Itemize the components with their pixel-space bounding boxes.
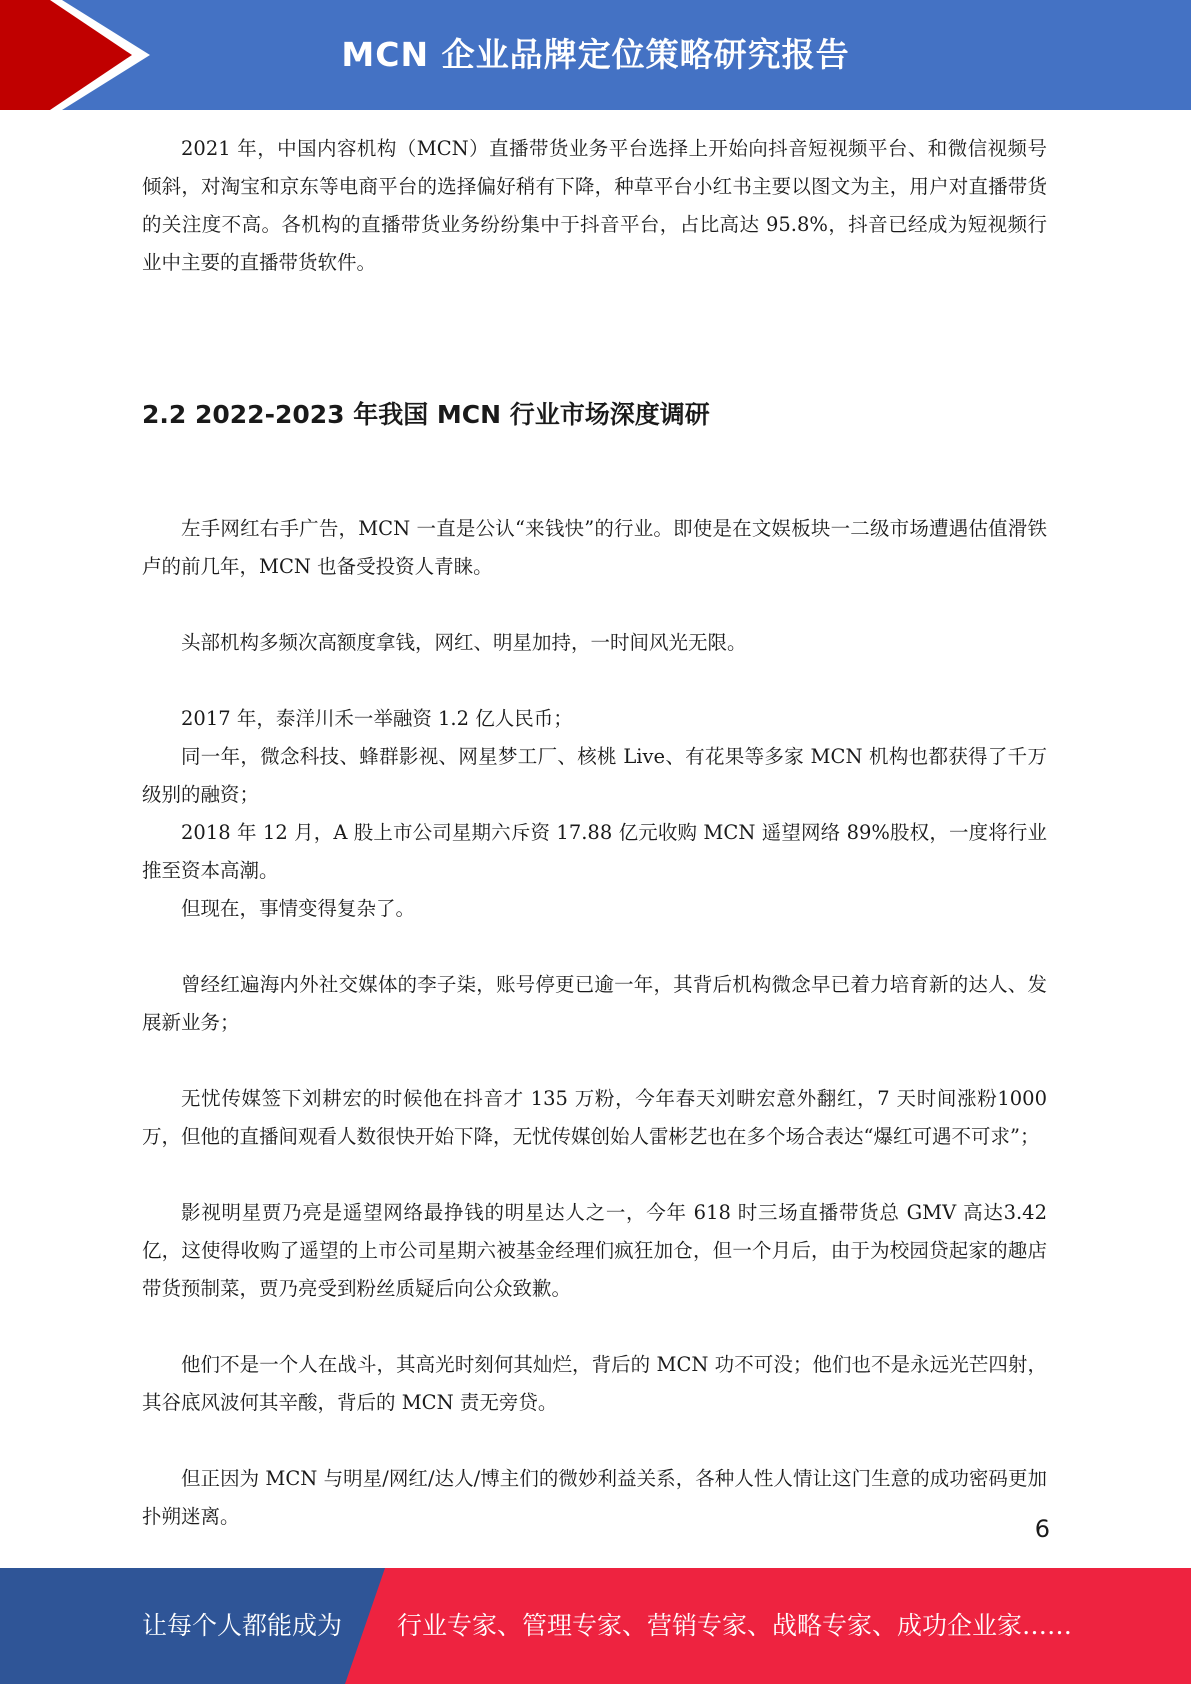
paragraph-6: 但现在，事情变得复杂了。: [181, 897, 416, 920]
paragraph-3: 2017 年，泰洋川禾一举融资 1.2 亿人民币；: [181, 707, 573, 730]
paragraph-1: 左手网红右手广告，MCN 一直是公认“来钱快”的行业。即使是在文娱板块一二级市场遭遇估值滑铁卢的前几年，MCN 也备受投资人青睐。: [142, 517, 1047, 578]
footer-slogan-left: 让每个人都能成为: [142, 1611, 343, 1640]
paragraph-4: 同一年，微念科技、蜂群影视、网星梦工厂、核桃 Live、有花果等多家 MCN 机构也都获得了千万级别的融资；: [142, 745, 1047, 806]
paragraph-2: 头部机构多频次高额度拿钱，网红、明星加持，一时间风光无限。: [181, 631, 747, 654]
page-number: 6: [1034, 1515, 1050, 1543]
paragraph-8: 无忧传媒签下刘耕宏的时候他在抖音才 135 万粉，今年春天刘畊宏意外翻红，7 天时间涨粉1000 万，但他的直播间观看人数很快开始下降，无忧传媒创始人雷彬艺也在多个场合表达“爆红可遇不可求”；: [142, 1087, 1047, 1148]
header-title: MCN 企业品牌定位策略研究报告: [341, 35, 850, 74]
intro-paragraph: 2021 年，中国内容机构（MCN）直播带货业务平台选择上开始向抖音短视频平台、和微信视频号倾斜，对淘宝和京东等电商平台的选择偏好稍有下降，种草平台小红书主要以图文为主，用户对直播带货的关注度不高。各机构的直播带货业务纷纷集中于抖音平台，占比高达 95.8%，抖音已经成为短视频行业中主要的直播带货软件。: [142, 137, 1047, 274]
page-footer: [0, 1568, 1191, 1684]
paragraph-5: 2018 年 12 月，A 股上市公司星期六斥资 17.88 亿元收购 MCN 遥望网络 89%股权，一度将行业推至资本高潮。: [142, 821, 1047, 882]
paragraph-11: 但正因为 MCN 与明星/网红/达人/博主们的微妙利益关系，各种人性人情让这门生意的成功密码更加扑朔迷离。: [142, 1467, 1047, 1528]
paragraph-9: 影视明星贾乃亮是遥望网络最挣钱的明星达人之一，今年 618 时三场直播带货总 GMV 高达3.42 亿，这使得收购了遥望的上市公司星期六被基金经理们疯狂加仓，但一个月后，由于为校园贷起家的趣店带货预制菜，贾乃亮受到粉丝质疑后向公众致歉。: [142, 1201, 1047, 1300]
section-heading: 2.2 2022-2023 年我国 MCN 行业市场深度调研: [142, 400, 710, 429]
paragraph-7: 曾经红遍海内外社交媒体的李子柒，账号停更已逾一年，其背后机构微念早已着力培育新的达人、发展新业务；: [142, 973, 1047, 1034]
footer-slogan-right: 行业专家、管理专家、营销专家、战略专家、成功企业家……: [397, 1611, 1073, 1640]
paragraph-10: 他们不是一个人在战斗，其高光时刻何其灿烂，背后的 MCN 功不可没；他们也不是永远光芒四射，其谷底风波何其辛酸，背后的 MCN 责无旁贷。: [142, 1353, 1047, 1414]
page-header: [0, 0, 1191, 110]
page-content: [142, 130, 1047, 1536]
